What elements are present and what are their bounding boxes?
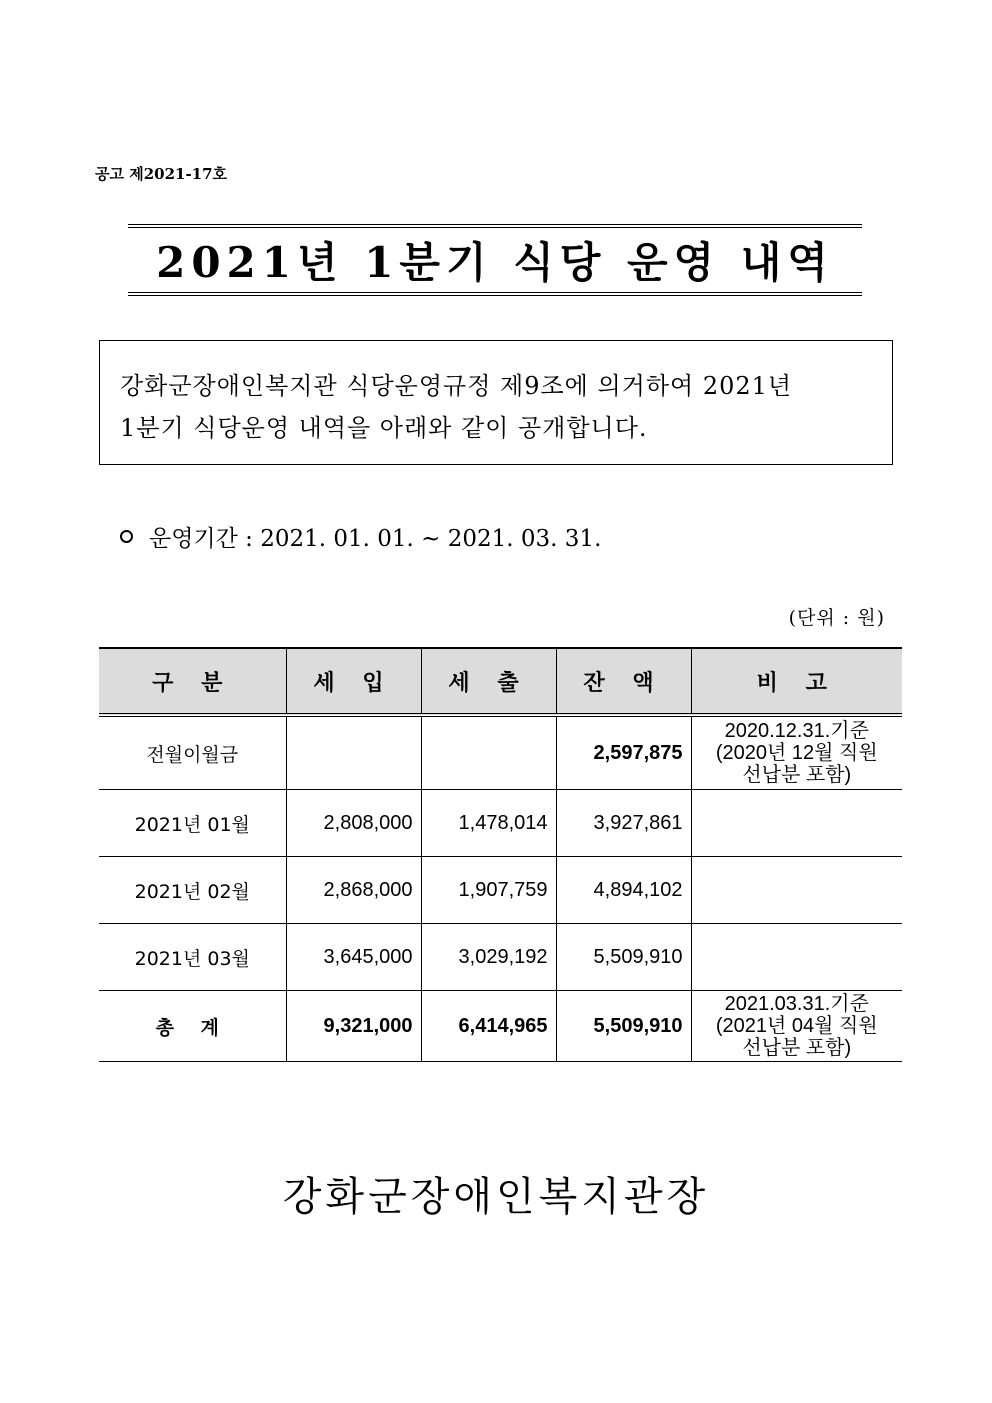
operation-period-text: 운영기간 : 2021. 01. 01. ~ 2021. 03. 31. [149, 526, 602, 552]
row-label: 2021년 03월 [99, 924, 286, 991]
row-expense: 3,029,192 [421, 924, 556, 991]
row-note [691, 857, 902, 924]
row-expense: 1,478,014 [421, 790, 556, 857]
row-balance: 3,927,861 [556, 790, 691, 857]
document-title: 2021년 1분기 식당 운영 내역 [156, 238, 834, 287]
row-label: 2021년 01월 [99, 790, 286, 857]
note-line: (2020년 12월 직원 [715, 742, 878, 764]
header-balance: 잔 액 [556, 648, 691, 715]
row-note [691, 924, 902, 991]
header-category: 구 분 [99, 648, 286, 715]
table-row [99, 857, 902, 924]
row-expense [421, 715, 556, 790]
row-label: 전월이월금 [99, 715, 286, 790]
operation-period [120, 520, 601, 553]
note-line: 2020.12.31.기준 [724, 720, 869, 742]
total-label: 총 계 [99, 991, 286, 1062]
total-balance: 5,509,910 [556, 991, 691, 1062]
table-row [99, 790, 902, 857]
header-income: 세 입 [286, 648, 421, 715]
table-row [99, 924, 902, 991]
row-balance: 2,597,875 [556, 715, 691, 790]
intro-line-2: 1분기 식당운영 내역을 아래와 같이 공개합니다. [120, 414, 648, 442]
total-note [691, 991, 902, 1062]
unit-label: (단위 : 원) [788, 607, 885, 629]
intro-box [99, 340, 893, 465]
table-total-row [99, 991, 902, 1062]
row-balance: 4,894,102 [556, 857, 691, 924]
note-line: 선납분 포함) [742, 1037, 852, 1059]
row-note [691, 715, 902, 790]
note-line: (2021년 04월 직원 [715, 1015, 878, 1037]
row-income: 3,645,000 [286, 924, 421, 991]
total-income: 9,321,000 [286, 991, 421, 1062]
table-header-row [99, 648, 902, 715]
total-expense: 6,414,965 [421, 991, 556, 1062]
signature: 강화군장애인복지관장 [282, 1174, 710, 1220]
row-income: 2,868,000 [286, 857, 421, 924]
row-balance: 5,509,910 [556, 924, 691, 991]
table-row [99, 715, 902, 790]
note-line: 선납분 포함) [742, 764, 852, 786]
header-expense: 세 출 [421, 648, 556, 715]
row-label: 2021년 02월 [99, 857, 286, 924]
row-income [286, 715, 421, 790]
note-line: 2021.03.31.기준 [724, 993, 869, 1015]
row-expense: 1,907,759 [421, 857, 556, 924]
title-box [128, 224, 862, 296]
header-note: 비 고 [691, 648, 902, 715]
notice-number: 공고 제2021-17호 [95, 165, 228, 183]
row-note [691, 790, 902, 857]
financial-table [99, 647, 902, 1062]
bullet-circle-icon [120, 530, 133, 543]
row-income: 2,808,000 [286, 790, 421, 857]
intro-line-1: 강화군장애인복지관 식당운영규정 제9조에 의거하여 2021년 [120, 372, 793, 400]
